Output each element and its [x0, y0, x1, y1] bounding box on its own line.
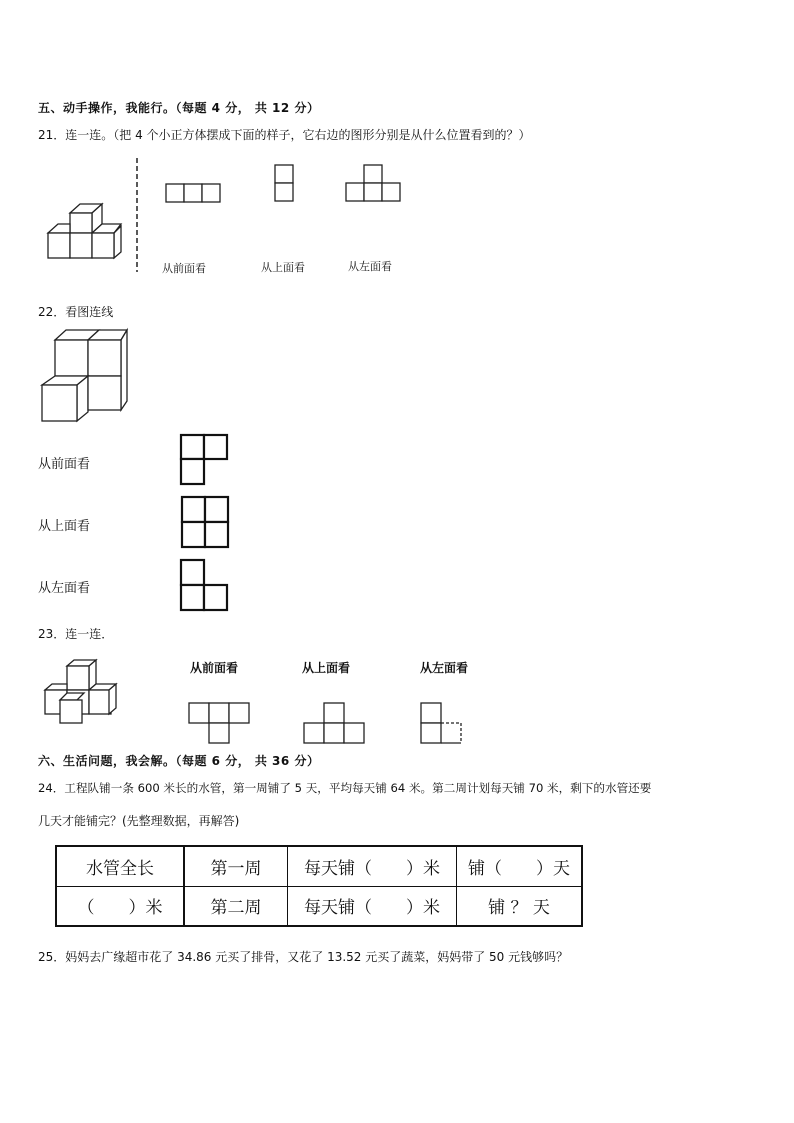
days-cell: 铺 ？ 天	[457, 886, 583, 926]
q24-data-table	[55, 845, 583, 927]
q22-text: 22．看图连线	[38, 305, 114, 319]
q23-option-left	[421, 703, 461, 743]
total-label-cell: 水管全长	[56, 846, 184, 886]
q23-cube-figure	[45, 660, 116, 723]
week-cell: 第二周	[184, 886, 288, 926]
q21-label-top: 从上面看	[261, 261, 305, 274]
daily-cell: 每天铺（ ）米	[288, 886, 457, 926]
q23-label-front: 从前面看	[190, 661, 239, 675]
q21-view-t-shape	[346, 165, 400, 201]
daily-cell: 每天铺（ ）米	[288, 846, 457, 886]
q25-text: 25．妈妈去广缘超市花了 34.86 元买了排骨，又花了 13.52 元买了蔬菜，妈妈带了 50 元钱够吗？	[38, 950, 569, 964]
table-row	[56, 886, 582, 926]
q22-label-top: 从上面看	[38, 519, 91, 534]
section6-heading: 六、生活问题，我会解。（每题 6 分， 共 36 分）	[38, 754, 320, 768]
q24-line1: 24．工程队铺一条 600 米长的水管，第一周铺了 5 天，平均每天铺 64 米。第二周计划每天铺 70 米，剩下的水管还要	[38, 781, 652, 795]
q23-label-top: 从上面看	[302, 661, 351, 675]
q22-option-front	[181, 435, 227, 484]
q22-option-top	[182, 497, 228, 547]
q21-label-front: 从前面看	[162, 262, 206, 275]
days-cell: 铺（ ）天	[457, 846, 583, 886]
q21-view-column	[275, 165, 293, 201]
q22-label-front: 从前面看	[38, 457, 91, 472]
q21-text: 21．连一连。（把 4 个小正方体摆成下面的样子，它右边的图形分别是从什么位置看到的？）	[38, 128, 531, 142]
week-cell: 第一周	[184, 846, 288, 886]
q23-option-front	[189, 703, 249, 743]
q22-cube-figure	[42, 330, 127, 421]
q24-line2: 几天才能铺完？(先整理数据，再解答)	[38, 814, 240, 828]
q21-label-left: 从左面看	[348, 260, 392, 273]
q21-view-row	[166, 184, 220, 202]
q21-cube-stack	[48, 204, 121, 258]
section5-heading: 五、动手操作，我能行。（每题 4 分， 共 12 分）	[38, 101, 320, 115]
total-blank-cell: （ ）米	[56, 886, 184, 926]
q22-option-left	[181, 560, 227, 610]
q23-option-top	[304, 703, 364, 743]
q23-label-left: 从左面看	[420, 661, 469, 675]
table-row	[56, 846, 582, 886]
q23-text: 23．连一连．	[38, 627, 114, 641]
q22-label-left: 从左面看	[38, 581, 91, 596]
